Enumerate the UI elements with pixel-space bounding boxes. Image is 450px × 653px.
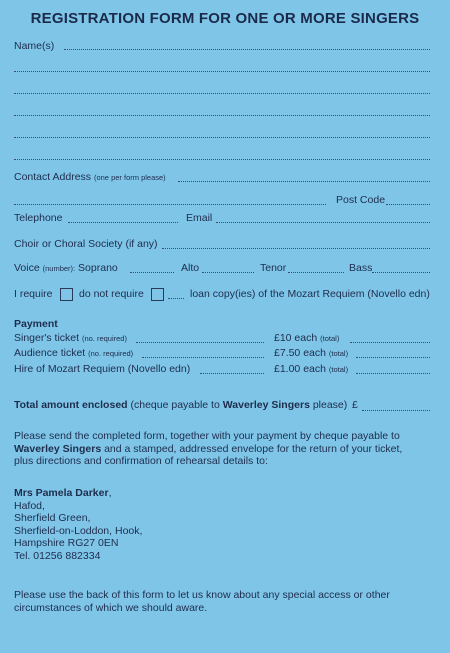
telephone-number: Tel. 01256 882334 <box>14 549 101 562</box>
loan-copies-number-field[interactable] <box>168 298 184 299</box>
form-title: REGISTRATION FORM FOR ONE OR MORE SINGERS <box>30 10 420 27</box>
mailing-address: Mrs Pamela Darker, Hafod, Sherfield Green, Sherfield-on-Loddon, Hook, Hampshire RG27 0EN Tel. 01256 882334 <box>14 487 143 562</box>
address-line: Hafod, <box>14 499 45 512</box>
names-label: Name(s) <box>14 40 55 52</box>
telephone-label: Telephone <box>14 212 63 224</box>
soprano-field[interactable] <box>130 272 174 273</box>
voice-label: Voice (number): Soprano <box>14 262 118 274</box>
i-require-label: I require <box>14 288 53 300</box>
hire-requiem-label: Hire of Mozart Requiem (Novello edn) <box>14 363 191 375</box>
names-line-5[interactable] <box>14 137 430 138</box>
payment-heading: Payment <box>14 318 58 330</box>
address-line: Hampshire RG27 0EN <box>14 537 119 549</box>
audience-ticket-label: Audience ticket (no. required) <box>14 347 134 359</box>
require-checkbox[interactable] <box>60 288 73 301</box>
bass-field[interactable] <box>372 272 430 273</box>
singers-ticket-price: £10 each (total) <box>274 332 340 344</box>
choir-label: Choir or Choral Society (if any) <box>14 238 158 250</box>
hire-requiem-price: £1.00 each (total) <box>274 363 349 375</box>
names-line-6[interactable] <box>14 159 430 160</box>
audience-ticket-total-field[interactable] <box>356 357 430 358</box>
names-line-2[interactable] <box>14 71 430 72</box>
total-amount-field[interactable] <box>362 410 430 411</box>
contact-address-line-1[interactable] <box>178 181 430 182</box>
singers-ticket-total-field[interactable] <box>350 342 430 343</box>
bass-label: Bass <box>349 262 373 274</box>
email-field[interactable] <box>216 222 430 223</box>
hire-requiem-total-field[interactable] <box>356 373 430 374</box>
names-line-3[interactable] <box>14 93 430 94</box>
alto-label: Alto <box>181 262 200 274</box>
names-line-4[interactable] <box>14 115 430 116</box>
tenor-field[interactable] <box>288 272 344 273</box>
loan-copies-label: loan copy(ies) of the Mozart Requiem (Novello edn) <box>190 288 430 300</box>
total-amount-label: Total amount enclosed (cheque payable to Waverley Singers please) <box>14 399 348 411</box>
audience-ticket-price: £7.50 each (total) <box>274 347 349 359</box>
do-not-require-label: do not require <box>79 288 144 300</box>
singers-ticket-label: Singer's ticket (no. required) <box>14 332 127 344</box>
singers-ticket-qty-field[interactable] <box>136 342 264 343</box>
telephone-field[interactable] <box>68 222 178 223</box>
address-line: Sherfield Green, <box>14 512 91 524</box>
audience-ticket-qty-field[interactable] <box>142 357 264 358</box>
names-line-1[interactable] <box>64 49 430 50</box>
alto-field[interactable] <box>202 272 254 273</box>
address-line: Sherfield-on-Loddon, Hook, <box>14 524 143 537</box>
do-not-require-checkbox[interactable] <box>151 288 164 301</box>
recipient-name: Mrs Pamela Darker <box>14 487 109 499</box>
contact-address-line-2[interactable] <box>14 204 326 205</box>
footer-note: Please use the back of this form to let us know about any special access or other circumstances of which we should aware. <box>14 589 390 614</box>
total-currency: £ <box>352 399 358 411</box>
instructions-paragraph: Please send the completed form, together with your payment by cheque payable to Waverley Singers and a stamped, addressed envelope for the return of your ticket, plus directions and confirmation of rehearsal details to: <box>14 430 403 467</box>
post-code-label: Post Code <box>336 194 386 206</box>
choir-field[interactable] <box>162 248 430 249</box>
email-label: Email <box>186 212 213 224</box>
hire-requiem-qty-field[interactable] <box>200 373 264 374</box>
post-code-field[interactable] <box>386 204 430 205</box>
tenor-label: Tenor <box>260 262 287 274</box>
contact-address-label: Contact Address (one per form please) <box>14 171 166 183</box>
